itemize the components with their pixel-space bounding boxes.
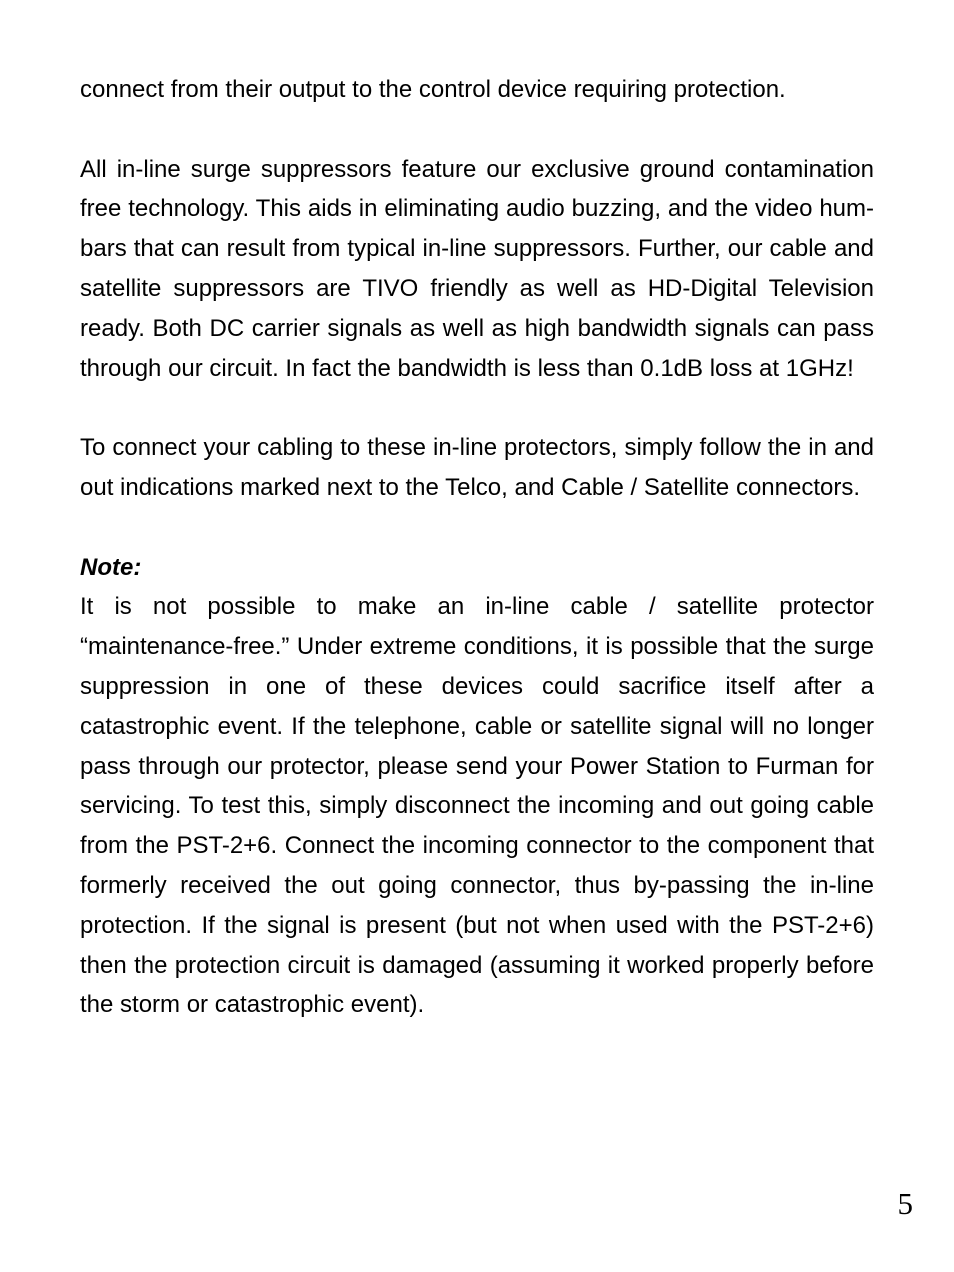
note-section [80, 548, 874, 1026]
paragraph-continuation: connect from their output to the control device requiring protection. [80, 76, 786, 103]
page-body [80, 70, 874, 1025]
paragraph-cabling-instructions: To connect your cabling to these in-line protectors, simply follow the in and out indications marked next to the Telco, and Cable / Satellite connectors. [80, 434, 874, 501]
paragraph-ground-contamination: All in-line surge suppressors feature our exclusive ground contamination free technology. This aids in eliminating audio buzzing, and the video hum-bars that can result from typical in-line suppressors. Further, our cable and satellite suppressors are TIVO friendly as well as HD-Digital Television ready. Both DC carrier signals as well as high bandwidth signals can pass through our circuit. In fact the bandwidth is less than 0.1dB loss at 1GHz! [80, 155, 874, 382]
page-number: 5 [897, 1186, 913, 1221]
note-heading: Note: [80, 553, 142, 581]
note-body: It is not possible to make an in-line cable / satellite protector “maintenance-free.” Under extreme conditions, it is possible that the surge suppression in one of these devices could sacrifice itself after a catastrophic event. If the telephone, cable or satellite signal will no longer pass through our protector, please send your Power Station to Furman for servicing. To test this, simply disconnect the incoming and out going cable from the PST-2+6. Connect the incoming connector to the component that formerly received the out going connector, thus by-passing the in-line protection. If the signal is present (but not when used with the PST-2+6) then the protection circuit is damaged (assuming it worked properly before the storm or catastrophic event). [80, 593, 874, 1019]
